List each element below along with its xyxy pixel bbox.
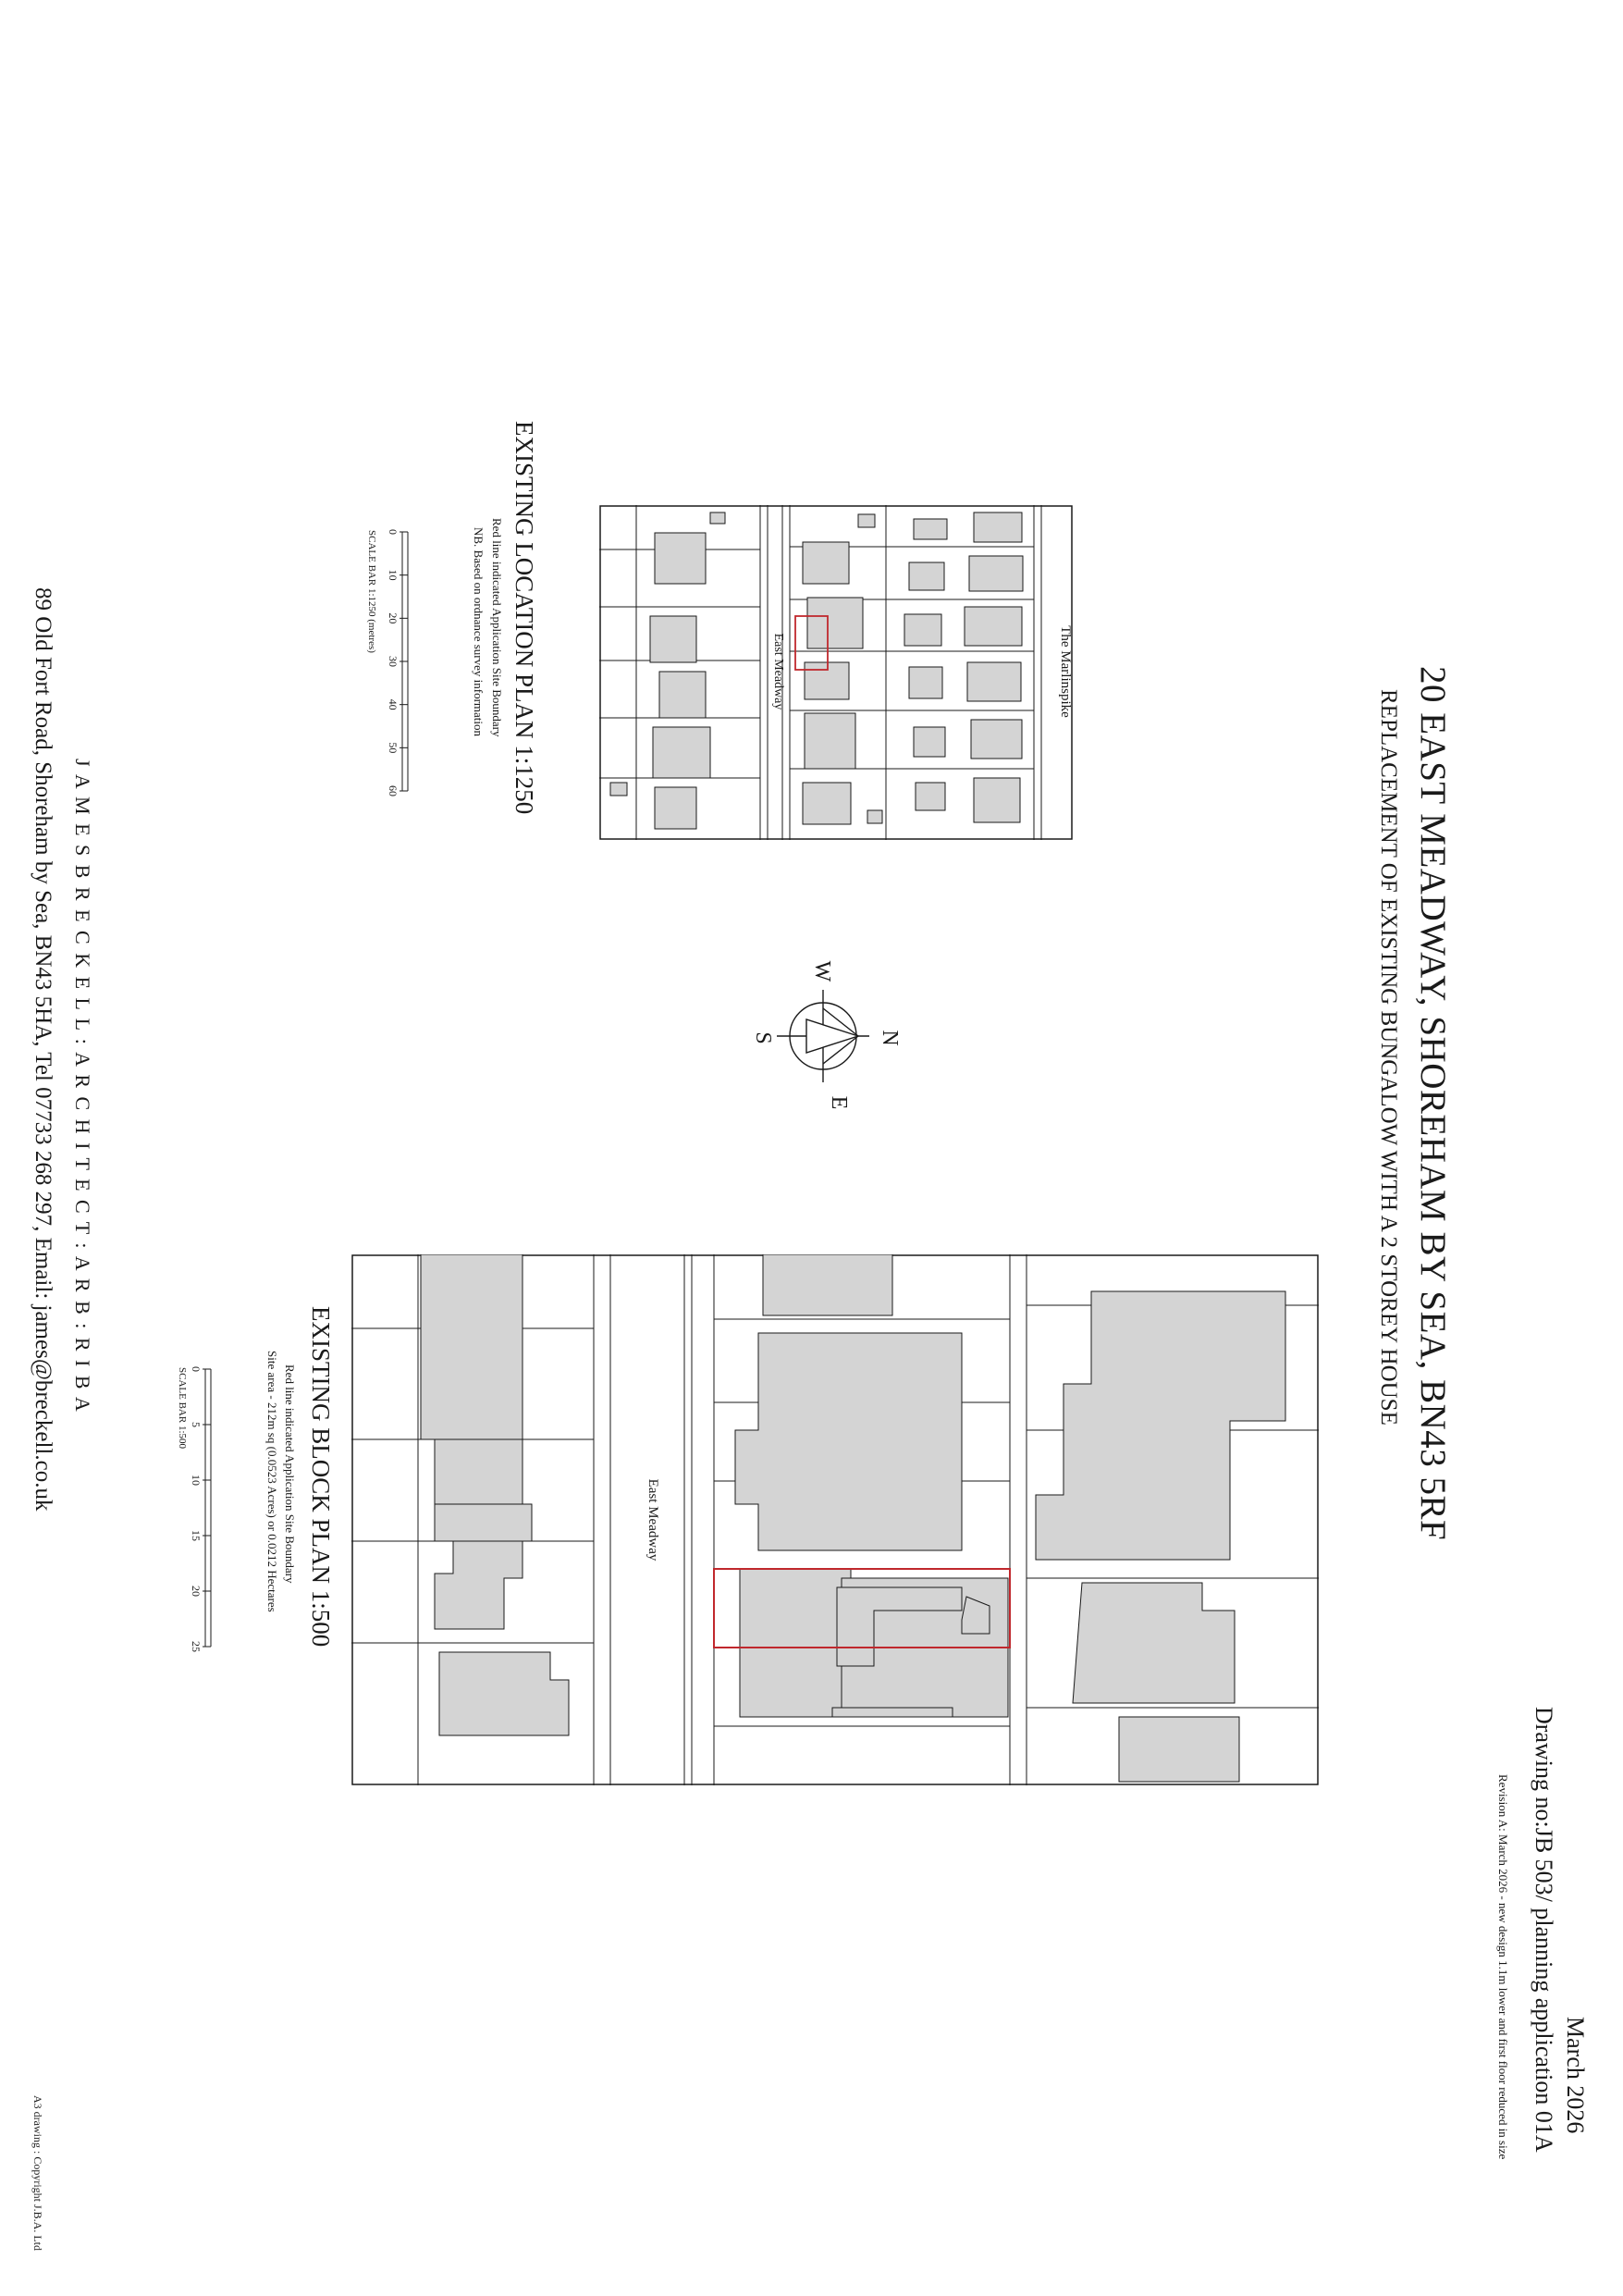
location-road-north-label: The Marlinspike bbox=[1058, 625, 1073, 718]
location-scale-tick-label: 30 bbox=[387, 656, 400, 667]
block-scale-tick-label: 15 bbox=[190, 1530, 203, 1541]
block-plan-note-2: Site area - 212m sq (0.0523 Acres) or 0.0212 Hectares bbox=[265, 1351, 279, 1612]
location-road-south-label: East Meadway bbox=[771, 633, 785, 710]
location-scale-label: SCALE BAR 1:1250 (metres) bbox=[366, 530, 377, 653]
north-arrow bbox=[740, 953, 906, 1119]
location-scale-tick-label: 50 bbox=[387, 742, 400, 754]
block-plan-map bbox=[351, 1254, 1319, 1785]
block-scale-tick-label: 5 bbox=[190, 1422, 203, 1427]
location-plan-note-2: NB. Based on ordnance survey information bbox=[472, 527, 486, 737]
location-scale-tick-label: 20 bbox=[387, 612, 400, 624]
block-plan-title: EXISTING BLOCK PLAN 1:500 bbox=[307, 1306, 335, 1648]
compass-north-label: N bbox=[878, 1030, 902, 1046]
location-scale-tick-label: 60 bbox=[387, 785, 400, 796]
location-plan-title: EXISTING LOCATION PLAN 1:1250 bbox=[510, 421, 538, 815]
location-plan-map bbox=[599, 505, 1073, 840]
block-plan-note-1: Red line indicated Application Site Boundary bbox=[283, 1364, 297, 1584]
block-road-label: East Meadway bbox=[646, 1478, 660, 1562]
block-scale-tick-label: 20 bbox=[190, 1586, 203, 1597]
project-title: 20 EAST MEADWAY, SHOREHAM BY SEA, BN43 5RF bbox=[1413, 666, 1453, 1541]
drawing-date: March 2026 bbox=[1562, 2017, 1589, 2134]
location-scale-tick-label: 10 bbox=[387, 569, 400, 581]
location-plan-note-1: Red line indicated Application Site Boundary bbox=[490, 518, 504, 737]
location-scale-tick-label: 0 bbox=[387, 529, 400, 535]
compass-west-label: W bbox=[810, 960, 834, 982]
block-scale-tick-label: 0 bbox=[190, 1366, 203, 1372]
compass-south-label: S bbox=[751, 1031, 775, 1044]
drawing-number: Drawing no:JB 503/ planning application 01A bbox=[1531, 1707, 1557, 2153]
block-scale-tick-label: 25 bbox=[190, 1641, 203, 1652]
location-scale-tick-label: 40 bbox=[387, 698, 400, 710]
copyright-note: A3 drawing : Copyright J.B.A. Ltd bbox=[31, 2095, 44, 2251]
revision-note: Revision A: March 2026 - new design 1.1m lower and first floor reduced in size bbox=[1496, 1774, 1510, 2160]
block-scale-tick-label: 10 bbox=[190, 1475, 203, 1486]
architect-name: J A M E S B R E C K E L L : A R C H I T E C T : A R B : R I B A bbox=[71, 759, 94, 1413]
block-scale-label: SCALE BAR 1:500 bbox=[177, 1367, 188, 1450]
project-subtitle: REPLACEMENT OF EXISTING BUNGALOW WITH A 2 STOREY HOUSE bbox=[1376, 689, 1401, 1426]
compass-east-label: E bbox=[827, 1095, 851, 1110]
architect-address: 89 Old Fort Road, Shoreham by Sea, BN43 5HA, Tel 07733 268 297, Email: james@breckell.co.uk bbox=[31, 587, 55, 1512]
